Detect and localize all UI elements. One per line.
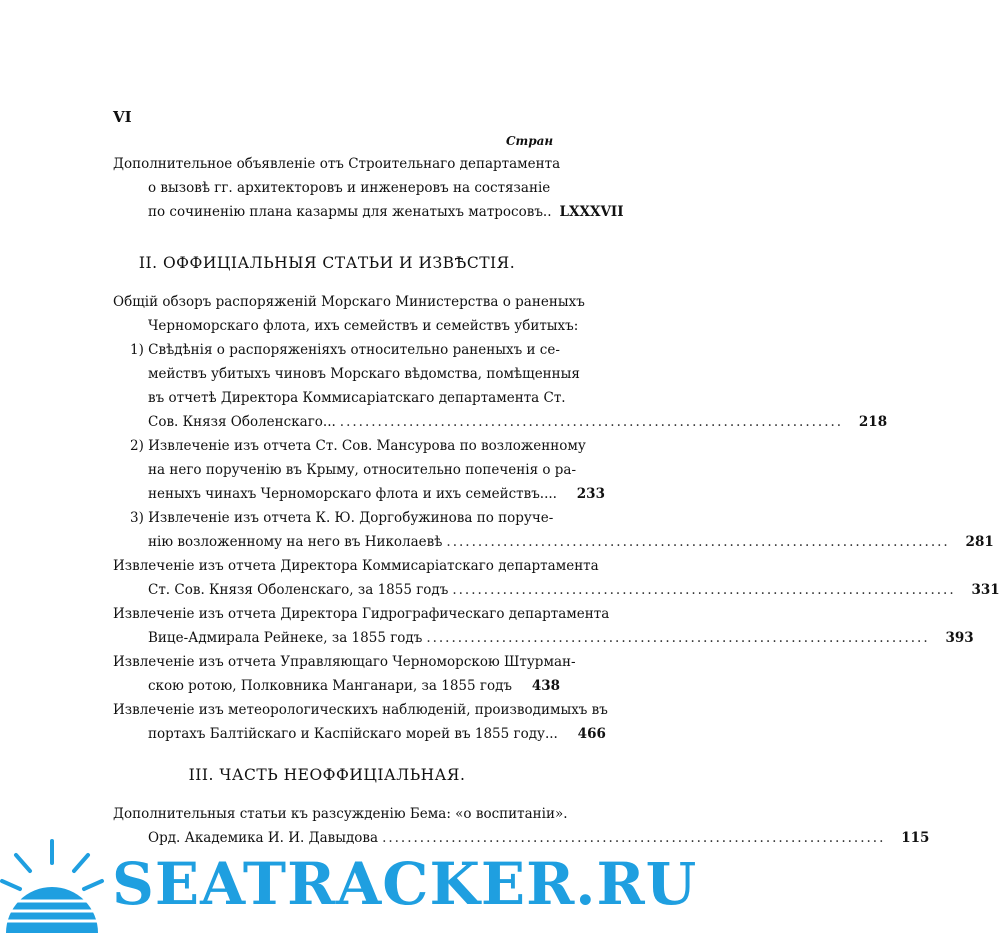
toc-line: въ отчетѣ Директора Коммисаріатскаго департамента Ст.	[148, 390, 566, 406]
toc-page-number: 115	[901, 830, 930, 846]
section-title: II. ОФФИЦІАЛЬНЫЯ СТАТЬИ И ИЗВѢСТІЯ.	[138, 254, 516, 272]
toc-line: Дополнительныя статьи къ разсужденію Бема: «о воспитаніи».	[113, 806, 568, 822]
toc-entry: Сов. Князя Оболенскаго... ................................................................................ 218	[148, 414, 888, 430]
toc-page-number: 438	[531, 678, 560, 694]
toc-line: мействъ убитыхъ чиновъ Морскаго вѣдомства, помѣщенныя	[148, 366, 580, 382]
toc-page-number: 393	[945, 630, 974, 646]
watermark-text: SEATRACKER.RU	[112, 850, 698, 918]
toc-line: 3) Извлеченіе изъ отчета К. Ю. Доргобужинова по поруче-	[130, 510, 554, 526]
toc-entry: неныхъ чинахъ Черноморскаго флота и ихъ семействъ.... 233	[148, 486, 605, 502]
toc-line: 2) Извлеченіе изъ отчета Ст. Сов. Мансурова по возложенному	[130, 438, 586, 454]
section-title: III. ЧАСТЬ НЕОФФИЦІАЛЬНАЯ.	[188, 766, 466, 784]
toc-entry: нію возложенному на него въ Николаевѣ ................................................................................ 281	[148, 534, 994, 550]
column-header: Стран	[506, 134, 554, 148]
toc-page-number: 331	[971, 582, 1000, 598]
toc-entry: скою ротою, Полковника Манганари, за 1855 годъ 438	[148, 678, 560, 694]
toc-line: на него порученію въ Крыму, относительно попеченія о ра-	[148, 462, 577, 478]
toc-entry: Орд. Академика И. И. Давыдова ................................................................................ 115	[148, 830, 930, 846]
toc-line: Извлеченіе изъ отчета Директора Коммисаріатскаго департамента	[113, 558, 599, 574]
toc-line: Извлеченіе изъ отчета Управляющаго Черноморскою Штурман-	[113, 654, 576, 670]
toc-line: Извлеченіе изъ отчета Директора Гидрографическаго департамента	[113, 606, 610, 622]
toc-line: Извлеченіе изъ метеорологическихъ наблюденій, производимыхъ въ	[113, 702, 608, 718]
toc-line: Черноморскаго флота, ихъ семействъ и семействъ убитыхъ:	[148, 318, 579, 334]
page-number: VI	[113, 108, 132, 126]
toc-entry: по сочиненію плана казармы для женатыхъ матросовъ.. LXXXVII	[148, 204, 624, 220]
toc-page-number: LXXXVII	[559, 204, 624, 220]
toc-line: Общій обзоръ распоряженій Морскаго Министерства о раненыхъ	[113, 294, 585, 310]
toc-entry: Вице-Адмирала Рейнеке, за 1855 годъ ................................................................................ 393	[148, 630, 974, 646]
toc-line: о вызовѣ гг. архитекторовъ и инженеровъ на состязаніе	[148, 180, 551, 196]
toc-entry: Ст. Сов. Князя Оболенскаго, за 1855 годъ ................................................................................ 331	[148, 582, 1000, 598]
toc-page-number: 466	[577, 726, 606, 742]
toc-page-number: 218	[858, 414, 888, 430]
toc-page-number: 281	[965, 534, 994, 550]
toc-entry: портахъ Балтійскаго и Каспійскаго морей въ 1855 году... 466	[148, 726, 606, 742]
toc-line: 1) Свѣдѣнія о распоряженіяхъ относительно раненыхъ и се-	[130, 342, 560, 358]
toc-line: Дополнительное объявленіе отъ Строительнаго департамента	[113, 156, 561, 172]
toc-page-number: 233	[576, 486, 605, 502]
